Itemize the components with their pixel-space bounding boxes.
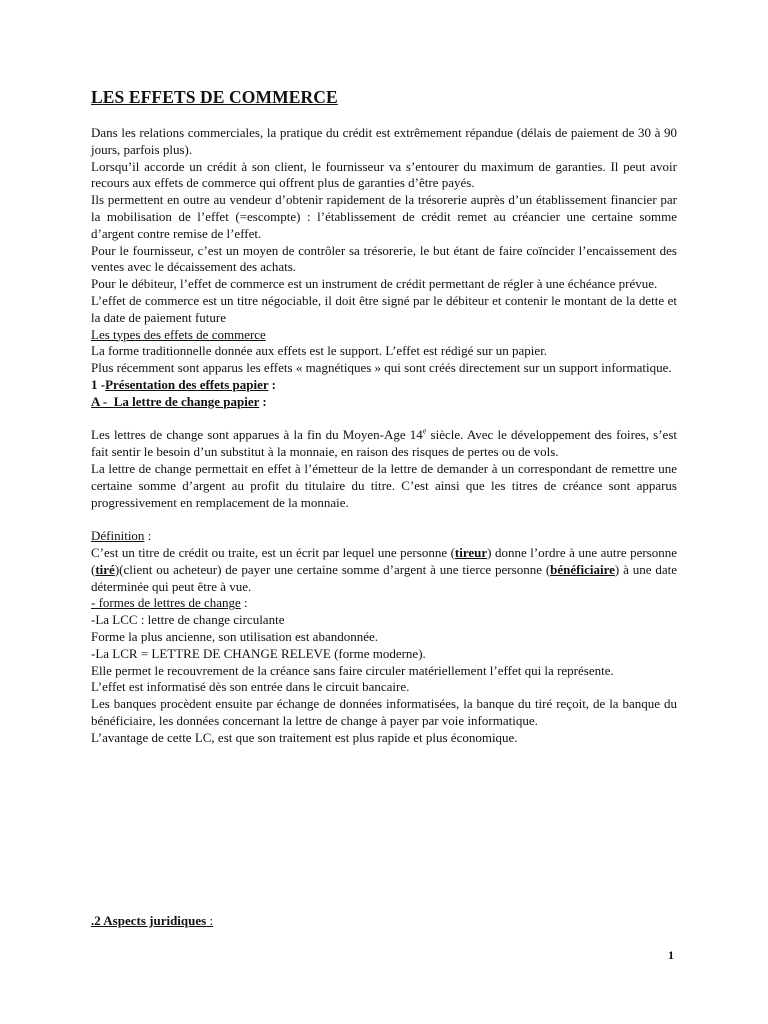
- page-title: LES EFFETS DE COMMERCE: [91, 87, 338, 107]
- section-colon: :: [268, 376, 276, 392]
- paragraph: Lorsqu’il accorde un crédit à son client, le fournisseur va s’entourer du maximum de garanties. Il peut avoir recours aux effets de commerce qui offrent plus de garanties d’être payés.: [91, 158, 677, 191]
- paragraph: Forme la plus ancienne, son utilisation est abandonnée.: [91, 628, 379, 644]
- paragraph: Plus récemment sont apparus les effets « magnétiques » qui sont créés directement sur un support informatique.: [91, 360, 672, 376]
- term-beneficiaire: bénéficiaire: [550, 561, 615, 577]
- paragraph: -La LCR = LETTRE DE CHANGE RELEVE (forme moderne).: [91, 645, 426, 661]
- forms-colon: :: [240, 595, 248, 611]
- definition-text: )(client ou acheteur) de payer une certaine somme d’argent à une tierce personne (: [114, 561, 551, 577]
- history-text-1: Les lettres de change sont apparues à la fin du Moyen-Age 14: [91, 427, 423, 443]
- forms-label: - formes de lettres de change: [91, 595, 241, 611]
- paragraph: [91, 427, 677, 461]
- definition-label: Définition: [91, 528, 145, 544]
- subsection-label: La lettre de change papier: [113, 393, 260, 409]
- section-number: 1 -: [91, 376, 106, 392]
- section-label: Présentation des effets papier: [105, 376, 269, 392]
- section-heading-2: [91, 913, 213, 929]
- page-number: 1: [668, 948, 674, 962]
- document-body: [91, 125, 677, 746]
- definition-colon: :: [144, 528, 152, 544]
- spacer: [91, 511, 677, 528]
- section2-label: .2 Aspects juridiques: [91, 913, 207, 928]
- paragraph: L’effet est informatisé dès son entrée dans le circuit bancaire.: [91, 679, 410, 695]
- definition-text: ) donne l’ordre à une autre personne (: [91, 544, 678, 577]
- subsection-prefix: A -: [91, 393, 114, 409]
- paragraph: Dans les relations commerciales, la pratique du crédit est extrêmement répandue (délais de paiement de 30 à 90 jours, parfois plus).: [91, 125, 677, 157]
- paragraph: Elle permet le recouvrement de la créance sans faire circuler matériellement l’effet qui la représente.: [91, 662, 614, 678]
- paragraph: Ils permettent en outre au vendeur d’obtenir rapidement de la trésorerie auprès d’un établissement financier par la mobilisation de l’effet (=escompte) : l’établissement de crédit remet au créancier une certaine somme d’argent contre remise de l’effet.: [91, 192, 677, 241]
- paragraph: L’avantage de cette LC, est que son traitement est plus rapide et plus économique.: [91, 729, 518, 745]
- paragraph: La forme traditionnelle donnée aux effets est le support. L’effet est rédigé sur un papier.: [91, 343, 548, 359]
- ordinal-superscript: e: [422, 427, 427, 437]
- subsection-colon: :: [259, 393, 267, 409]
- forms-heading: [91, 595, 677, 612]
- subsection-heading-a: [91, 394, 677, 411]
- history-text-2: siècle. Avec le développement des foires, s’est fait sentir le besoin d’un substitut à la monnaie, en raison des risques de pertes ou de vols.: [91, 427, 677, 460]
- spacer: [91, 411, 677, 428]
- section2-colon: :: [206, 913, 214, 928]
- definition-text: ) à une date déterminée qui peut être à vue.: [91, 561, 677, 594]
- types-heading: Les types des effets de commerce: [91, 326, 266, 342]
- definition-text: C’est un titre de crédit ou traite, est un écrit par lequel une personne (: [91, 544, 455, 560]
- paragraph: La lettre de change permettait en effet à l’émetteur de la lettre de demander à un correspondant de remettre une certaine somme d’argent au profit du titulaire du titre. C’est ainsi que les titres de créance sont apparus progressivement en remplacement de la monnaie.: [91, 460, 677, 510]
- paragraph: Pour le fournisseur, c’est un moyen de contrôler sa trésorerie, le but étant de faire coïncider l’encaissement des ventes avec le décaissement des achats.: [91, 242, 677, 275]
- definition-paragraph: [91, 545, 677, 595]
- term-tire: tiré: [95, 561, 115, 577]
- paragraph: Les banques procèdent ensuite par échange de données informatisées, la banque du tiré reçoit, de la banque du bénéficiaire, les données concernant la lettre de change à payer par voie informatique.: [91, 696, 677, 728]
- document-page: [91, 0, 677, 1024]
- section-heading-1: [91, 377, 677, 394]
- paragraph: -La LCC : lettre de change circulante: [91, 612, 285, 628]
- paragraph: Pour le débiteur, l’effet de commerce est un instrument de crédit permettant de régler à une échéance prévue.: [91, 276, 658, 292]
- paragraph: L’effet de commerce est un titre négociable, il doit être signé par le débiteur et contenir le montant de la dette et la date de paiement future: [91, 292, 677, 325]
- term-tireur: tireur: [454, 544, 488, 560]
- definition-heading: [91, 528, 677, 545]
